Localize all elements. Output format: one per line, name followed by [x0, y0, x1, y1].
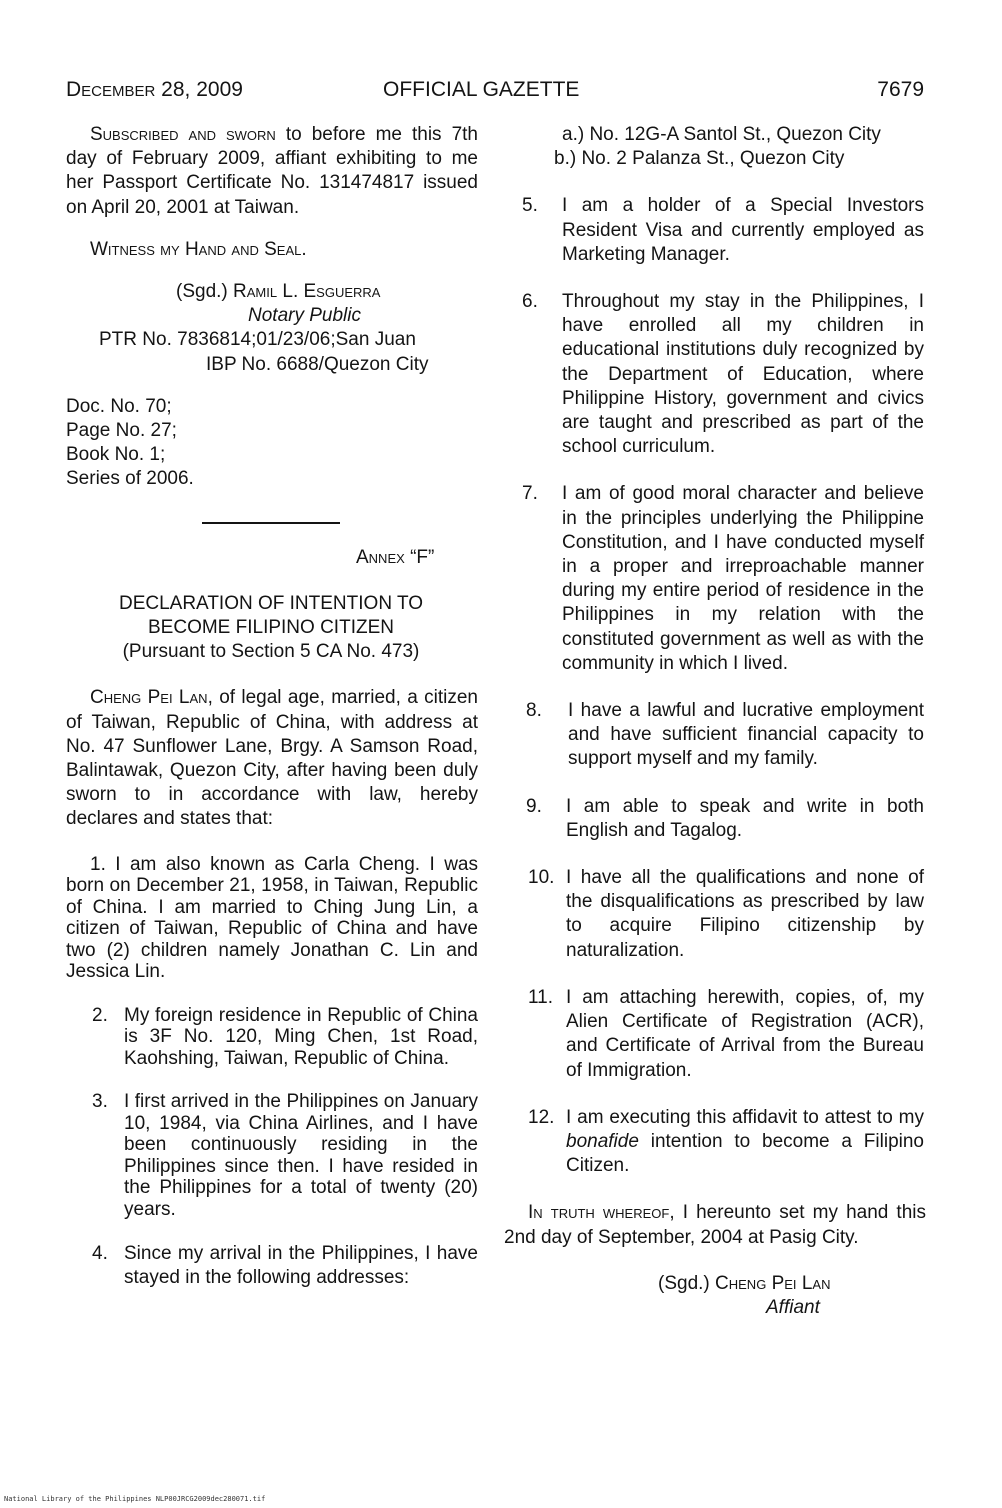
declaration-item-3: 3. I first arrived in the Philippines on January 10, 1984, via China Airlines, and I have been continuously residing in the Philippines since then. I have resided in the Philippines for a total of twenty (20) years.: [92, 1091, 478, 1220]
scan-source-footer: National Library of the Philippines NLP00JRCG2009dec280071.tif: [4, 1495, 266, 1503]
right-column: [504, 123, 927, 1320]
declaration-item-12: 12. I am executing this affidavit to attest to my bonafide intention to become a Filipino Citizen.: [528, 1106, 924, 1177]
affiant-name: Cheng Pei Lan: [715, 1272, 831, 1294]
affiant-block: [522, 1272, 924, 1320]
left-column: [66, 123, 478, 1291]
jurat-lead: Subscribed and sworn: [90, 124, 276, 145]
declaration-item-10: 10. I have all the qualifications and none of the disqualifications as prescribed by law to acquire Filipino citizenship by naturalization.: [528, 867, 924, 961]
address-b: b.) No. 2 Palanza St., Quezon City: [554, 148, 845, 170]
notary-title: Notary Public: [248, 305, 361, 327]
affiant-title: Affiant: [766, 1296, 820, 1318]
declarant-name: Cheng Pei Lan: [90, 687, 208, 709]
declaration-item-2: 2. My foreign residence in Republic of China is 3F No. 120, Ming Chen, 1st Road, Kaohshing, Taiwan, Republic of China.: [92, 1004, 478, 1069]
testimonium-lead: In truth whereof: [528, 1202, 670, 1224]
declaration-item-11: 11. I am attaching herewith, copies, of, my Alien Certificate of Registration (ACR), and Certificate of Arrival from the Bureau of Immigration.: [528, 986, 924, 1081]
declaration-item-8: 8. I have a lawful and lucrative employment and have sufficient financial capacity to support myself and my family.: [526, 700, 924, 770]
testimonium-clause: In truth whereof, I hereunto set my hand this 2nd day of September, 2004 at Pasig City.: [504, 1202, 927, 1248]
declaration-item-4: 4. Since my arrival in the Philippines, I have stayed in the following addresses:: [92, 1243, 478, 1289]
annex-label: Annex “F”: [356, 546, 435, 568]
notary-signature: (Sgd.) Ramil L. Esguerra: [176, 281, 381, 303]
affiant-signature: (Sgd.) Cheng Pei Lan: [658, 1272, 831, 1294]
header-date: December 28, 2009: [66, 78, 243, 101]
notary-block: [66, 280, 478, 377]
section-divider: [202, 522, 340, 524]
jurat-paragraph: Subscribed and sworn to before me this 7th day of February 2009, affiant exhibiting to me her Passport Certificate No. 131474817 issued on April 20, 2001 at Taiwan.: [66, 124, 478, 218]
ptr-number: PTR No. 7836814;01/23/06;San Juan: [99, 329, 416, 351]
address-a: a.) No. 12G-A Santol St., Quezon City: [562, 124, 881, 145]
header-page-number: 7679: [877, 78, 924, 101]
declaration-item-9: 9. I am able to speak and write in both English and Tagalog.: [526, 795, 924, 841]
document-reference: [66, 395, 478, 492]
declaration-item-7: 7. I am of good moral character and believe in the principles underlying the Philippine Constitution, and I have conducted myself in a proper and irreproachable manner during my entire period of residence in the Philippines in my relation with the constituted government as well as with the community in which I lived.: [522, 483, 924, 674]
page-number: Page No. 27;: [66, 420, 177, 442]
book-number: Book No. 1;: [66, 444, 166, 466]
declaration-item-5: 5. I am a holder of a Special Investors Resident Visa and currently employed as Marketing Manager.: [522, 195, 924, 265]
declaration-intro: Cheng Pei Lan, of legal age, married, a citizen of Taiwan, Republic of China, with address at No. 47 Sunflower Lane, Brgy. A Samson Road, Balintawak, Quezon City, after having been duly sworn to in accordance with law, hereby declares and states that:: [66, 687, 478, 830]
declaration-heading: DECLARATION OF INTENTION TO BECOME FILIPINO CITIZEN (Pursuant to Section 5 CA No. 473): [118, 592, 424, 663]
declaration-item-1: 1. I am also known as Carla Cheng. I was born on December 21, 1958, in Taiwan, Republic of China. I am married to Ching Jung Lin, a citizen of Taiwan, Republic of China and have two (2) children namely Jonathan C. Lin and Jessica Lin.: [66, 853, 478, 983]
series-year: Series of 2006.: [66, 468, 194, 490]
header-title: OFFICIAL GAZETTE: [383, 78, 580, 101]
doc-number: Doc. No. 70;: [66, 395, 172, 417]
notary-name: Ramil L. Esguerra: [233, 281, 381, 303]
ibp-number: IBP No. 6688/Quezon City: [206, 353, 429, 375]
witness-line: Witness my Hand and Seal.: [90, 238, 307, 260]
declaration-item-6: 6. Throughout my stay in the Philippines, I have enrolled all my children in educational institutions duly recognized by the Department of Education, where Philippine History, government and civics are taught and prescribed as part of the school curriculum.: [522, 291, 924, 458]
